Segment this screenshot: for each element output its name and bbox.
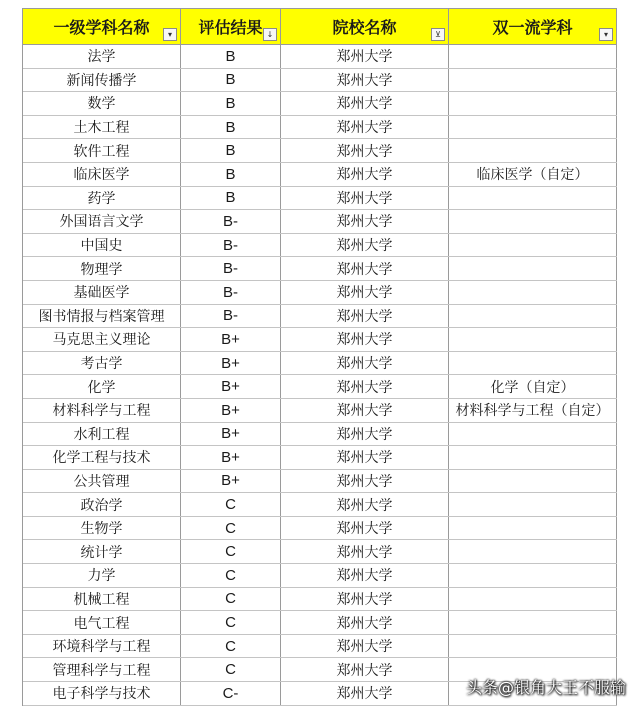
table-row: [23, 257, 617, 281]
school-cell[interactable]: 郑州大学: [281, 328, 449, 351]
discipline-cell[interactable]: 考古学: [23, 352, 181, 375]
grade-cell[interactable]: C-: [181, 682, 281, 705]
school-cell[interactable]: 郑州大学: [281, 682, 449, 705]
table-row: [23, 564, 617, 588]
school-cell[interactable]: 郑州大学: [281, 493, 449, 516]
school-cell[interactable]: 郑州大学: [281, 446, 449, 469]
discipline-cell[interactable]: 马克思主义理论: [23, 328, 181, 351]
table-row: [23, 588, 617, 612]
discipline-cell[interactable]: 数学: [23, 92, 181, 115]
discipline-cell[interactable]: 公共管理: [23, 470, 181, 493]
grade-cell[interactable]: B: [181, 163, 281, 186]
table-row: [23, 517, 617, 541]
grade-cell[interactable]: B-: [181, 257, 281, 280]
table-row: [23, 352, 617, 376]
double-first-class-cell[interactable]: [449, 210, 617, 233]
school-cell[interactable]: 郑州大学: [281, 210, 449, 233]
double-first-class-cell[interactable]: [449, 540, 617, 563]
table-row: [23, 187, 617, 211]
school-cell[interactable]: 郑州大学: [281, 187, 449, 210]
table-row: [23, 328, 617, 352]
discipline-cell[interactable]: 力学: [23, 564, 181, 587]
discipline-cell[interactable]: 水利工程: [23, 423, 181, 446]
school-cell[interactable]: 郑州大学: [281, 635, 449, 658]
grade-cell[interactable]: B-: [181, 305, 281, 328]
discipline-cell[interactable]: 管理科学与工程: [23, 658, 181, 681]
header-school[interactable]: [281, 9, 449, 44]
discipline-cell[interactable]: 法学: [23, 45, 181, 68]
discipline-cell[interactable]: 软件工程: [23, 139, 181, 162]
school-cell[interactable]: 郑州大学: [281, 352, 449, 375]
school-cell[interactable]: 郑州大学: [281, 92, 449, 115]
table-body: [23, 45, 617, 706]
school-cell[interactable]: 郑州大学: [281, 116, 449, 139]
school-cell[interactable]: 郑州大学: [281, 470, 449, 493]
double-first-class-cell[interactable]: 临床医学（自定）: [449, 163, 617, 186]
header-school-label: 院校名称: [332, 18, 397, 37]
school-cell[interactable]: 郑州大学: [281, 234, 449, 257]
discipline-cell[interactable]: 新闻传播学: [23, 69, 181, 92]
discipline-cell[interactable]: 电子科学与技术: [23, 682, 181, 705]
school-cell[interactable]: 郑州大学: [281, 517, 449, 540]
double-first-class-cell[interactable]: [449, 257, 617, 280]
grade-cell[interactable]: B: [181, 139, 281, 162]
double-first-class-cell[interactable]: [449, 139, 617, 162]
table-row: [23, 116, 617, 140]
grade-cell[interactable]: B+: [181, 399, 281, 422]
grade-cell[interactable]: B+: [181, 423, 281, 446]
header-grade[interactable]: [181, 9, 281, 44]
school-cell[interactable]: 郑州大学: [281, 257, 449, 280]
double-first-class-cell[interactable]: [449, 92, 617, 115]
double-first-class-cell[interactable]: [449, 328, 617, 351]
double-first-class-cell[interactable]: [449, 470, 617, 493]
table-row: [23, 210, 617, 234]
table-row: [23, 399, 617, 423]
double-first-class-cell[interactable]: [449, 305, 617, 328]
grade-cell[interactable]: C: [181, 611, 281, 634]
school-cell[interactable]: 郑州大学: [281, 611, 449, 634]
table-row: [23, 493, 617, 517]
school-cell[interactable]: 郑州大学: [281, 281, 449, 304]
double-first-class-cell[interactable]: [449, 611, 617, 634]
header-discipline-label: 一级学科名称: [53, 18, 150, 37]
grade-cell[interactable]: B+: [181, 470, 281, 493]
header-grade-label: 评估结果: [198, 18, 263, 37]
school-cell[interactable]: 郑州大学: [281, 139, 449, 162]
sort-descending-icon[interactable]: ↓: [263, 28, 277, 41]
grade-cell[interactable]: B+: [181, 375, 281, 398]
grade-cell[interactable]: B: [181, 69, 281, 92]
double-first-class-cell[interactable]: [449, 517, 617, 540]
school-cell[interactable]: 郑州大学: [281, 399, 449, 422]
filter-dropdown-icon[interactable]: ▾: [163, 28, 177, 41]
discipline-cell[interactable]: 化学: [23, 375, 181, 398]
grade-cell[interactable]: C: [181, 517, 281, 540]
school-cell[interactable]: 郑州大学: [281, 45, 449, 68]
grade-cell[interactable]: B-: [181, 281, 281, 304]
school-cell[interactable]: 郑州大学: [281, 69, 449, 92]
grade-cell[interactable]: C: [181, 564, 281, 587]
discipline-cell[interactable]: 机械工程: [23, 588, 181, 611]
table-row: [23, 281, 617, 305]
double-first-class-cell[interactable]: [449, 234, 617, 257]
discipline-cell[interactable]: 物理学: [23, 257, 181, 280]
double-first-class-cell[interactable]: [449, 281, 617, 304]
table-row: [23, 611, 617, 635]
discipline-cell[interactable]: 环境科学与工程: [23, 635, 181, 658]
double-first-class-cell[interactable]: [449, 635, 617, 658]
double-first-class-cell[interactable]: [449, 116, 617, 139]
discipline-cell[interactable]: 材料科学与工程: [23, 399, 181, 422]
table-row: [23, 470, 617, 494]
school-cell[interactable]: 郑州大学: [281, 423, 449, 446]
school-cell[interactable]: 郑州大学: [281, 375, 449, 398]
discipline-cell[interactable]: 政治学: [23, 493, 181, 516]
table-row: [23, 234, 617, 258]
double-first-class-cell[interactable]: [449, 588, 617, 611]
table-row: [23, 305, 617, 329]
discipline-cell[interactable]: 电气工程: [23, 611, 181, 634]
header-discipline[interactable]: [23, 9, 181, 44]
double-first-class-cell[interactable]: 化学（自定）: [449, 375, 617, 398]
discipline-cell[interactable]: 图书情报与档案管理: [23, 305, 181, 328]
table-row: [23, 92, 617, 116]
double-first-class-cell[interactable]: [449, 446, 617, 469]
grade-cell[interactable]: B+: [181, 352, 281, 375]
double-first-class-cell[interactable]: [449, 45, 617, 68]
double-first-class-cell[interactable]: 材料科学与工程（自定）: [449, 399, 617, 422]
grade-cell[interactable]: C: [181, 658, 281, 681]
table-row: [23, 635, 617, 659]
grade-cell[interactable]: B: [181, 45, 281, 68]
grade-cell[interactable]: B: [181, 92, 281, 115]
school-cell[interactable]: 郑州大学: [281, 564, 449, 587]
school-cell[interactable]: 郑州大学: [281, 163, 449, 186]
double-first-class-cell[interactable]: [449, 187, 617, 210]
discipline-cell[interactable]: 临床医学: [23, 163, 181, 186]
discipline-cell[interactable]: 统计学: [23, 540, 181, 563]
double-first-class-cell[interactable]: [449, 352, 617, 375]
discipline-cell[interactable]: 土木工程: [23, 116, 181, 139]
discipline-cell[interactable]: 基础医学: [23, 281, 181, 304]
grade-cell[interactable]: B: [181, 187, 281, 210]
grade-cell[interactable]: B-: [181, 234, 281, 257]
discipline-cell[interactable]: 药学: [23, 187, 181, 210]
spreadsheet-table: [22, 8, 617, 706]
table-row: [23, 163, 617, 187]
filter-active-icon[interactable]: ⊻: [431, 28, 445, 41]
header-double-first-class-label: 双一流学科: [492, 18, 573, 37]
grade-cell[interactable]: B: [181, 116, 281, 139]
grade-cell[interactable]: C: [181, 588, 281, 611]
grade-cell[interactable]: C: [181, 635, 281, 658]
grade-cell[interactable]: C: [181, 540, 281, 563]
table-row: [23, 446, 617, 470]
table-row: [23, 45, 617, 69]
discipline-cell[interactable]: 外国语言文学: [23, 210, 181, 233]
double-first-class-cell[interactable]: [449, 69, 617, 92]
grade-cell[interactable]: B+: [181, 328, 281, 351]
school-cell[interactable]: 郑州大学: [281, 305, 449, 328]
table-row: [23, 375, 617, 399]
grade-cell[interactable]: B+: [181, 446, 281, 469]
double-first-class-cell[interactable]: [449, 493, 617, 516]
discipline-cell[interactable]: 生物学: [23, 517, 181, 540]
school-cell[interactable]: 郑州大学: [281, 540, 449, 563]
watermark-text: 头条@银角大王不服输: [465, 678, 626, 697]
school-cell[interactable]: 郑州大学: [281, 658, 449, 681]
grade-cell[interactable]: C: [181, 493, 281, 516]
discipline-cell[interactable]: 中国史: [23, 234, 181, 257]
filter-dropdown-icon[interactable]: ▾: [599, 28, 613, 41]
header-row: [23, 8, 617, 45]
header-double-first-class[interactable]: [449, 9, 617, 44]
double-first-class-cell[interactable]: [449, 423, 617, 446]
school-cell[interactable]: 郑州大学: [281, 588, 449, 611]
double-first-class-cell[interactable]: [449, 564, 617, 587]
grade-cell[interactable]: B-: [181, 210, 281, 233]
table-row: [23, 423, 617, 447]
table-row: [23, 69, 617, 93]
table-row: [23, 139, 617, 163]
table-row: [23, 540, 617, 564]
discipline-cell[interactable]: 化学工程与技术: [23, 446, 181, 469]
